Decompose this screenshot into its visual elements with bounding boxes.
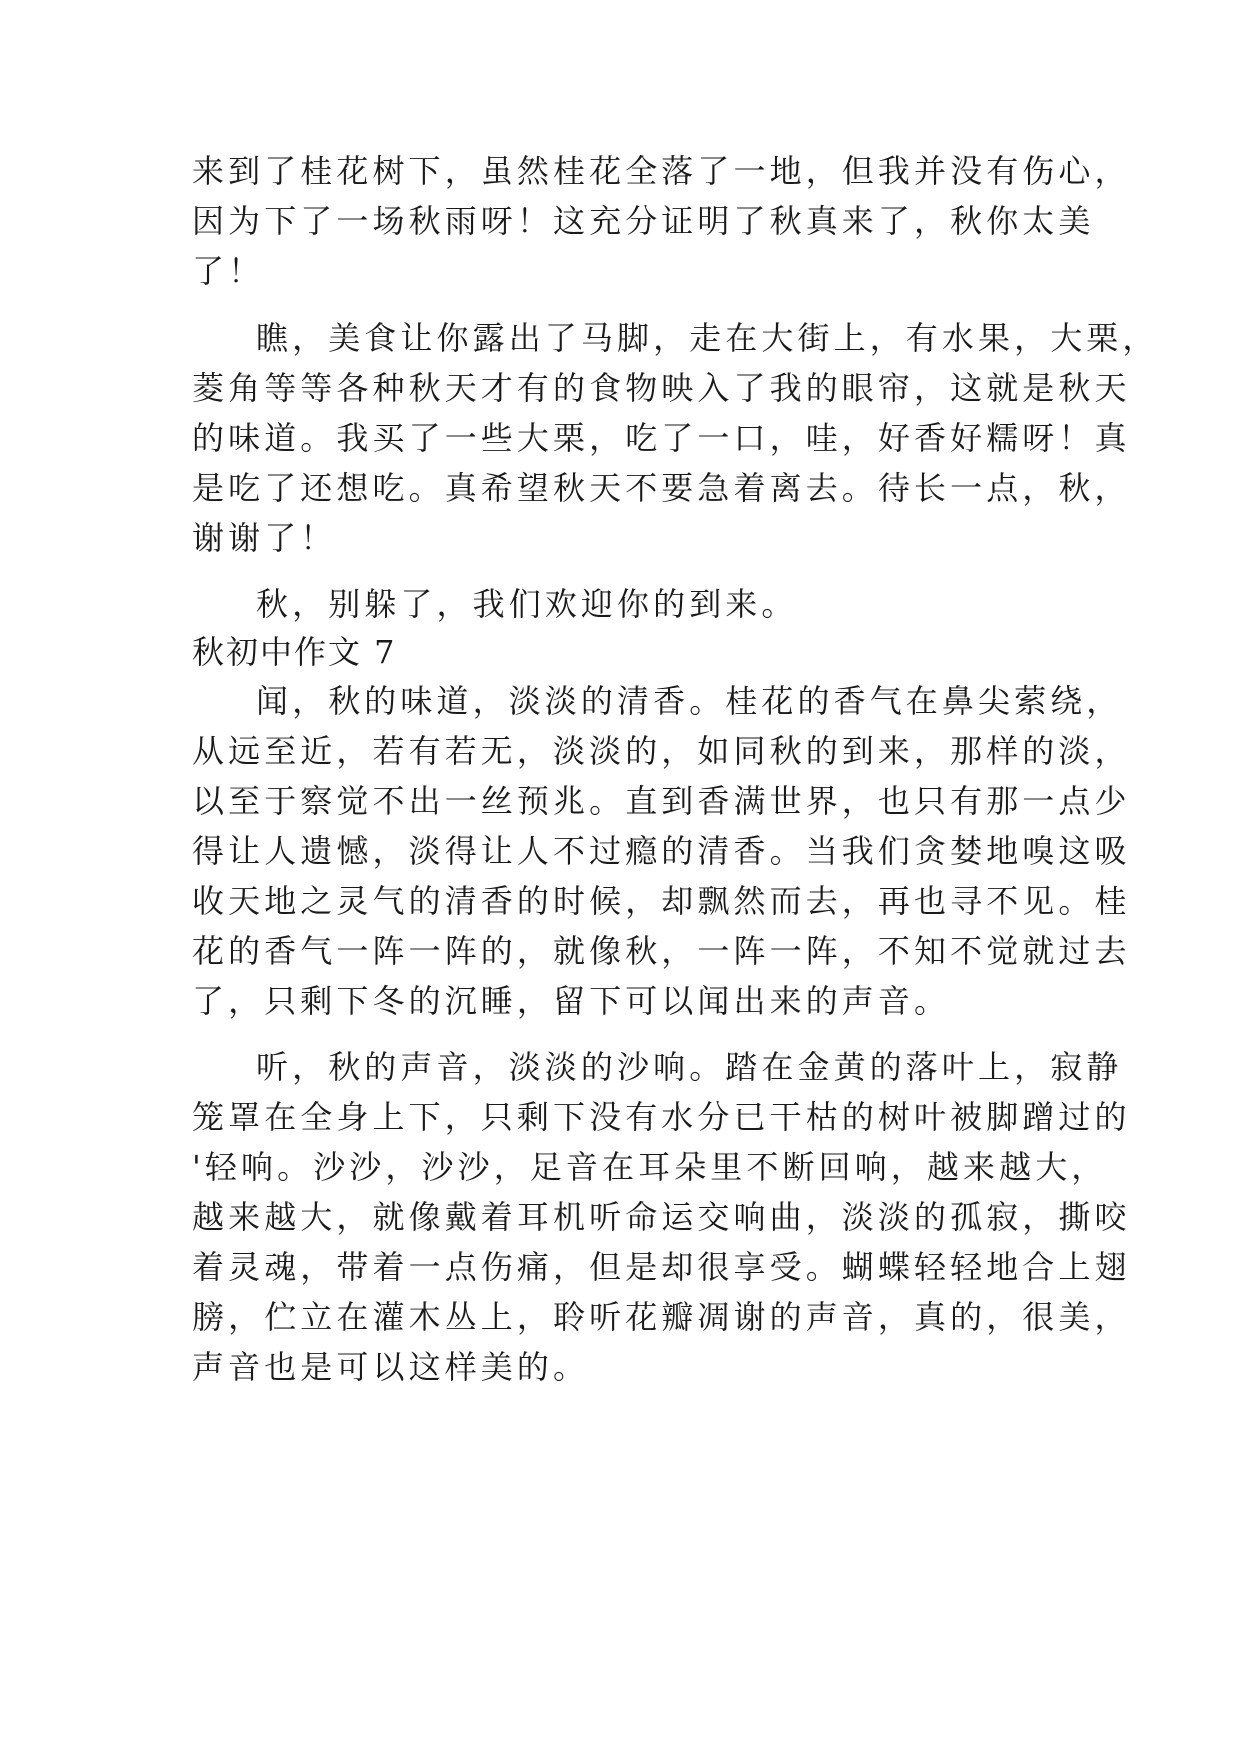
text-line: 来到了桂花树下，虽然桂花全落了一地，但我并没有伤心， bbox=[192, 152, 1131, 190]
text-line: 越来越大，就像戴着耳机听命运交响曲，淡淡的孤寂，撕咬 bbox=[192, 1198, 1131, 1236]
section-heading: 秋初中作文 7 bbox=[192, 633, 397, 671]
text-line: 因为下了一场秋雨呀！这充分证明了秋真来了，秋你太美 bbox=[192, 202, 1095, 240]
text-line: 是吃了还想吃。真希望秋天不要急着离去。待长一点，秋， bbox=[192, 469, 1131, 507]
text-line: 了！ bbox=[192, 252, 265, 290]
text-line: 花的香气一阵一阵的，就像秋，一阵一阵，不知不觉就过去 bbox=[192, 932, 1131, 970]
text-line: 膀，伫立在灌木丛上，聆听花瓣凋谢的声音，真的，很美， bbox=[192, 1298, 1131, 1336]
text-line: 秋，别躲了，我们欢迎你的到来。 bbox=[256, 585, 798, 623]
text-line: 了，只剩下冬的沉睡，留下可以闻出来的声音。 bbox=[192, 982, 951, 1020]
text-line: 收天地之灵气的清香的时候，却飘然而去，再也寻不见。桂 bbox=[192, 882, 1131, 920]
text-line: 得让人遗憾，淡得让人不过瘾的清香。当我们贪婪地嗅这吸 bbox=[192, 832, 1131, 870]
text-line: 闻，秋的味道，淡淡的清香。桂花的香气在鼻尖萦绕， bbox=[256, 682, 1123, 720]
text-line: 声音也是可以这样美的。 bbox=[192, 1348, 590, 1386]
text-line: 的味道。我买了一些大栗，吃了一口，哇，好香好糯呀！真 bbox=[192, 419, 1131, 457]
text-line: 以至于察觉不出一丝预兆。直到香满世界，也只有那一点少 bbox=[192, 782, 1131, 820]
text-line: 菱角等等各种秋天才有的食物映入了我的眼帘，这就是秋天 bbox=[192, 369, 1131, 407]
text-line: 笼罩在全身上下，只剩下没有水分已干枯的树叶被脚蹭过的 bbox=[192, 1098, 1131, 1136]
text-line: 听，秋的声音，淡淡的沙响。踏在金黄的落叶上，寂静 bbox=[256, 1048, 1123, 1086]
text-line: 着灵魂，带着一点伤痛，但是却很享受。蝴蝶轻轻地合上翅 bbox=[192, 1248, 1131, 1286]
text-line: 谢谢了！ bbox=[192, 519, 337, 557]
text-line: 从远至近，若有若无，淡淡的，如同秋的到来，那样的淡， bbox=[192, 732, 1131, 770]
text-line: '轻响。沙沙，沙沙，足音在耳朵里不断回响，越来越大， bbox=[192, 1148, 1108, 1186]
text-line: 瞧，美食让你露出了马脚，走在大街上，有水果，大栗， bbox=[256, 319, 1159, 357]
